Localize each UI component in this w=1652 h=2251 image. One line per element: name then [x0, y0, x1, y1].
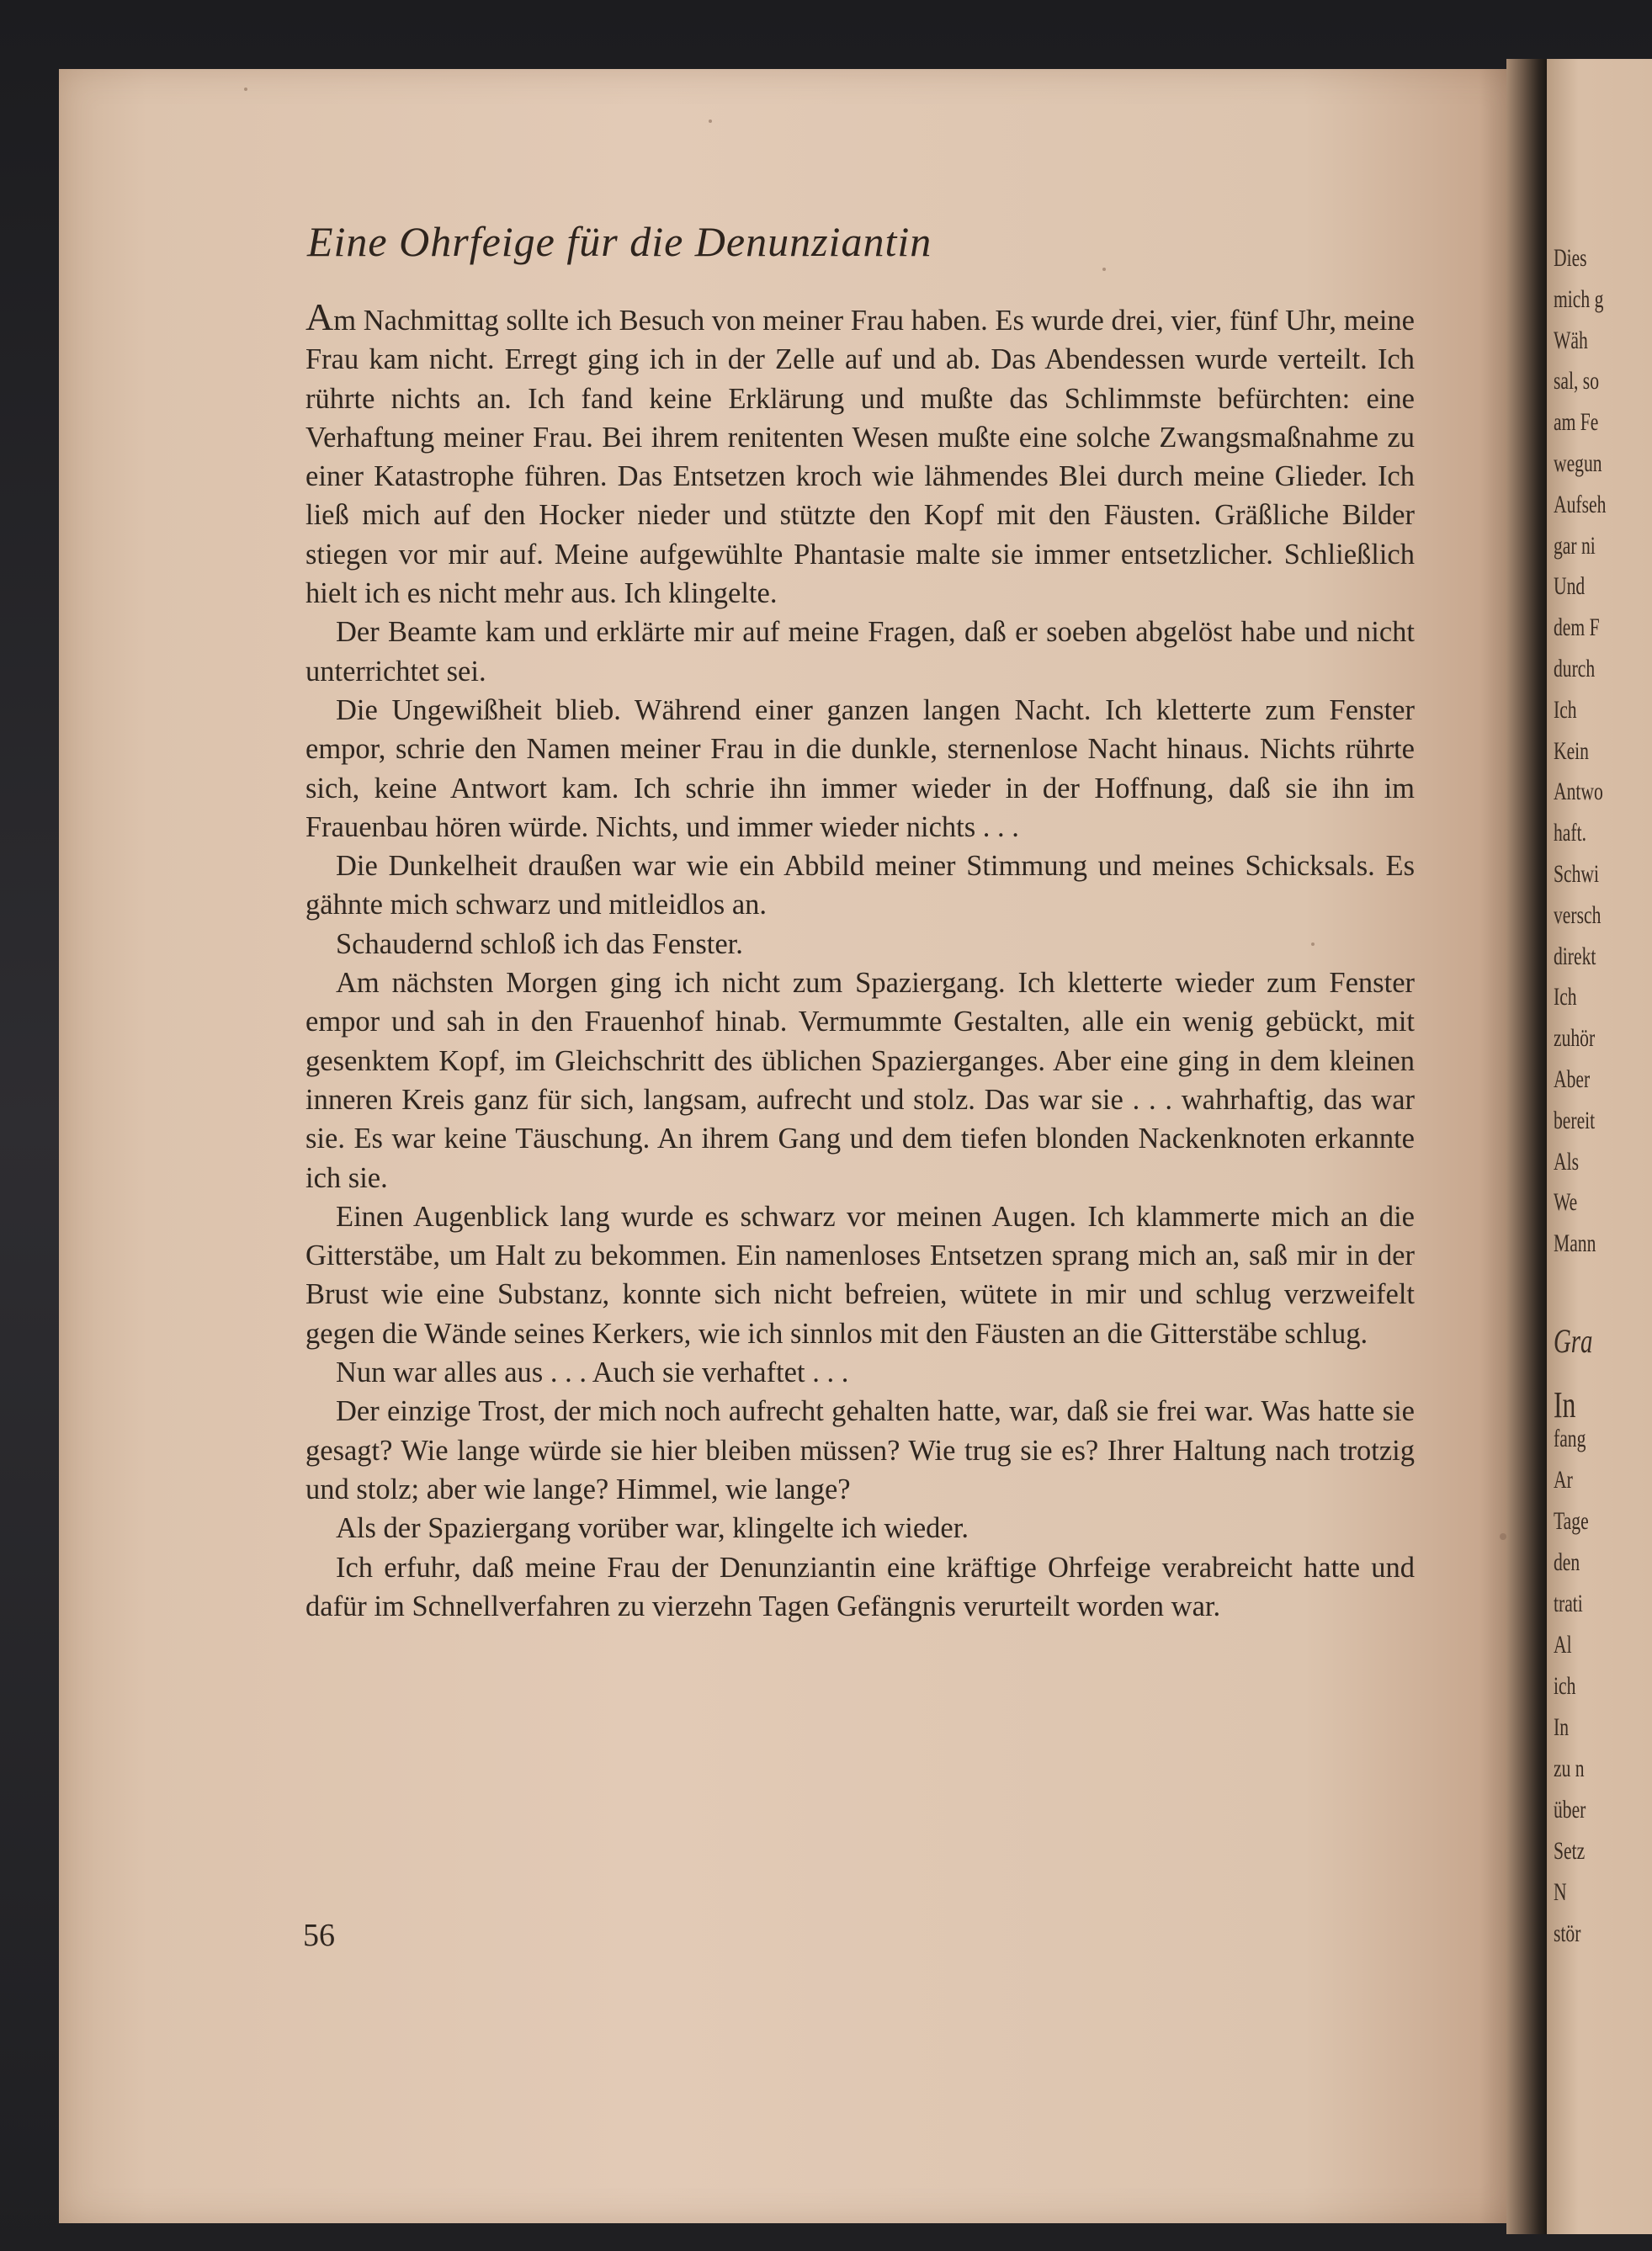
- facing-line: zu n: [1554, 1755, 1585, 1782]
- facing-line: bereit: [1554, 1106, 1596, 1134]
- facing-line: Ich: [1554, 695, 1577, 724]
- facing-line: gar ni: [1554, 531, 1596, 560]
- facing-heading: Gra: [1554, 1322, 1593, 1360]
- facing-line: wegun: [1554, 449, 1602, 477]
- facing-line: direkt: [1554, 942, 1596, 970]
- body-text: [305, 295, 1415, 1626]
- facing-line: N: [1554, 1878, 1567, 1906]
- facing-line: sal, so: [1554, 367, 1599, 396]
- paper-speck: [244, 88, 247, 91]
- facing-line: Aufseh: [1554, 490, 1607, 518]
- facing-line: Ar: [1554, 1466, 1573, 1494]
- facing-line: dem F: [1554, 613, 1600, 642]
- facing-line: In: [1554, 1384, 1576, 1425]
- facing-line: zuhör: [1554, 1024, 1596, 1053]
- paragraph-6: Am nächsten Morgen ging ich nicht zum Spaziergang. Ich kletterte wieder zum Fenster empor und sah in den Frauenhof hinab. Vermummte Gestalten, alle ein wenig gebückt, mit gesenktem Kopf, im Gleichschritt des üblichen Spazierganges. Aber eine ging in dem kleinen inneren Kreis ganz für sich, langsam, aufrecht und stolz. Das war sie . . . wahrhaftig, das war sie. Es war keine Täuschung. An ihrem Gang und dem tiefen blonden Nackenknoten erkannte ich sie.: [305, 967, 1415, 1194]
- facing-line: den: [1554, 1548, 1580, 1576]
- facing-line: Ich: [1554, 983, 1577, 1011]
- facing-line: We: [1554, 1188, 1578, 1217]
- facing-line: Aber: [1554, 1065, 1591, 1093]
- paragraph-3: Die Ungewißheit blieb. Während einer ganzen langen Nacht. Ich kletterte zum Fenster empor, schrie den Namen meiner Frau in die dunkle, sternenlose Nacht hinaus. Nichts rührte sich, keine Antwort kam. Ich schrie ihn immer wieder in der Hoffnung, daß sie ihn im Frauenbau hören würde. Nichts, und immer wieder nichts . . .: [305, 693, 1415, 843]
- paper-speck: [1311, 942, 1315, 946]
- facing-line: Als: [1554, 1147, 1580, 1176]
- facing-line: versch: [1554, 900, 1602, 929]
- paragraph-5: Schaudernd schloß ich das Fenster.: [336, 927, 743, 960]
- facing-line: stör: [1554, 1919, 1581, 1947]
- facing-line: haft.: [1554, 819, 1586, 847]
- paragraph-8: Nun war alles aus . . . Auch sie verhaftet . . .: [336, 1356, 849, 1389]
- facing-line: In: [1554, 1713, 1569, 1741]
- facing-line: Dies: [1554, 244, 1587, 272]
- facing-line: Antwo: [1554, 778, 1603, 806]
- facing-line: über: [1554, 1796, 1586, 1824]
- facing-line: Al: [1554, 1631, 1572, 1659]
- paragraph-9: Der einzige Trost, der mich noch aufrecht gehalten hatte, war, daß sie frei war. Was hatte sie gesagt? Wie lange würde sie hier bleiben müssen? Wie trug sie es? Ihrer Haltung nach trotzig und stolz; aber wie lange? Himmel, wie lange?: [305, 1395, 1415, 1505]
- facing-line: Und: [1554, 572, 1586, 601]
- facing-line: trati: [1554, 1590, 1583, 1617]
- facing-line: Tage: [1554, 1507, 1589, 1535]
- facing-line: am Fe: [1554, 408, 1599, 437]
- facing-line: Kein: [1554, 736, 1589, 765]
- facing-line: mich g: [1554, 284, 1604, 313]
- page-number: 56: [303, 1918, 335, 1953]
- facing-line: fang: [1554, 1425, 1586, 1452]
- facing-line: Setz: [1554, 1837, 1586, 1865]
- facing-line: Wäh: [1554, 326, 1588, 354]
- paper-speck: [709, 119, 712, 123]
- book-spine: [1506, 59, 1547, 2234]
- paragraph-11: Ich erfuhr, daß meine Frau der Denunziantin eine kräftige Ohrfeige verabreicht hatte und dafür im Schnellverfahren zu vierzehn Tagen Gefängnis verurteilt worden war.: [305, 1551, 1415, 1622]
- paragraph-10: Als der Spaziergang vorüber war, klingelte ich wieder.: [336, 1512, 969, 1545]
- paragraph-4: Die Dunkelheit draußen war wie ein Abbild meiner Stimmung und meines Schicksals. Es gähnte mich schwarz und mitleidlos an.: [305, 850, 1415, 921]
- facing-page-edge: [1547, 59, 1652, 2234]
- paragraph-2: Der Beamte kam und erklärte mir auf meine Fragen, daß er soeben abgelöst habe und nicht unterrichtet sei.: [305, 616, 1415, 688]
- drop-cap: A: [305, 295, 334, 338]
- facing-line: ich: [1554, 1672, 1576, 1700]
- facing-line: Schwi: [1554, 860, 1599, 888]
- paper-speck: [1102, 268, 1106, 271]
- chapter-title: Eine Ohrfeige für die Denunziantin: [307, 218, 932, 265]
- paragraph-7: Einen Augenblick lang wurde es schwarz vor meinen Augen. Ich klammerte mich an die Gitterstäbe, um Halt zu bekommen. Ein namenloses Entsetzen sprang mich an, saß mir in der Brust wie eine Substanz, konnte sich nicht befreien, wütete in mir und schlug verzweifelt gegen die Wände seines Kerkers, wie ich sinnlos mit den Fäusten an die Gitterstäbe schlug.: [305, 1200, 1415, 1350]
- paragraph-1: Am Nachmittag sollte ich Besuch von meiner Frau haben. Es wurde drei, vier, fünf Uhr, meine Frau kam nicht. Erregt ging ich in der Zelle auf und ab. Das Abendessen wurde verteilt. Ich rührte nichts an. Ich fand keine Erklärung und mußte das Schlimmste befürchten: eine Verhaftung meiner Frau. Bei ihrem renitenten Wesen mußte eine solche Zwangsmaßnahme zu einer Katastrophe führen. Das Entsetzen kroch wie lähmendes Blei durch meine Glieder. Ich ließ mich auf den Hocker nieder und stützte den Kopf mit den Fäusten. Gräßliche Bilder stiegen vor mir auf. Meine aufgewühlte Phantasie malte sie immer entsetzlicher. Schließlich hielt ich es nicht mehr aus. Ich klingelte.: [305, 295, 1415, 610]
- paper-speck: [1500, 1533, 1506, 1540]
- facing-line: Mann: [1554, 1229, 1596, 1258]
- facing-line: durch: [1554, 655, 1596, 682]
